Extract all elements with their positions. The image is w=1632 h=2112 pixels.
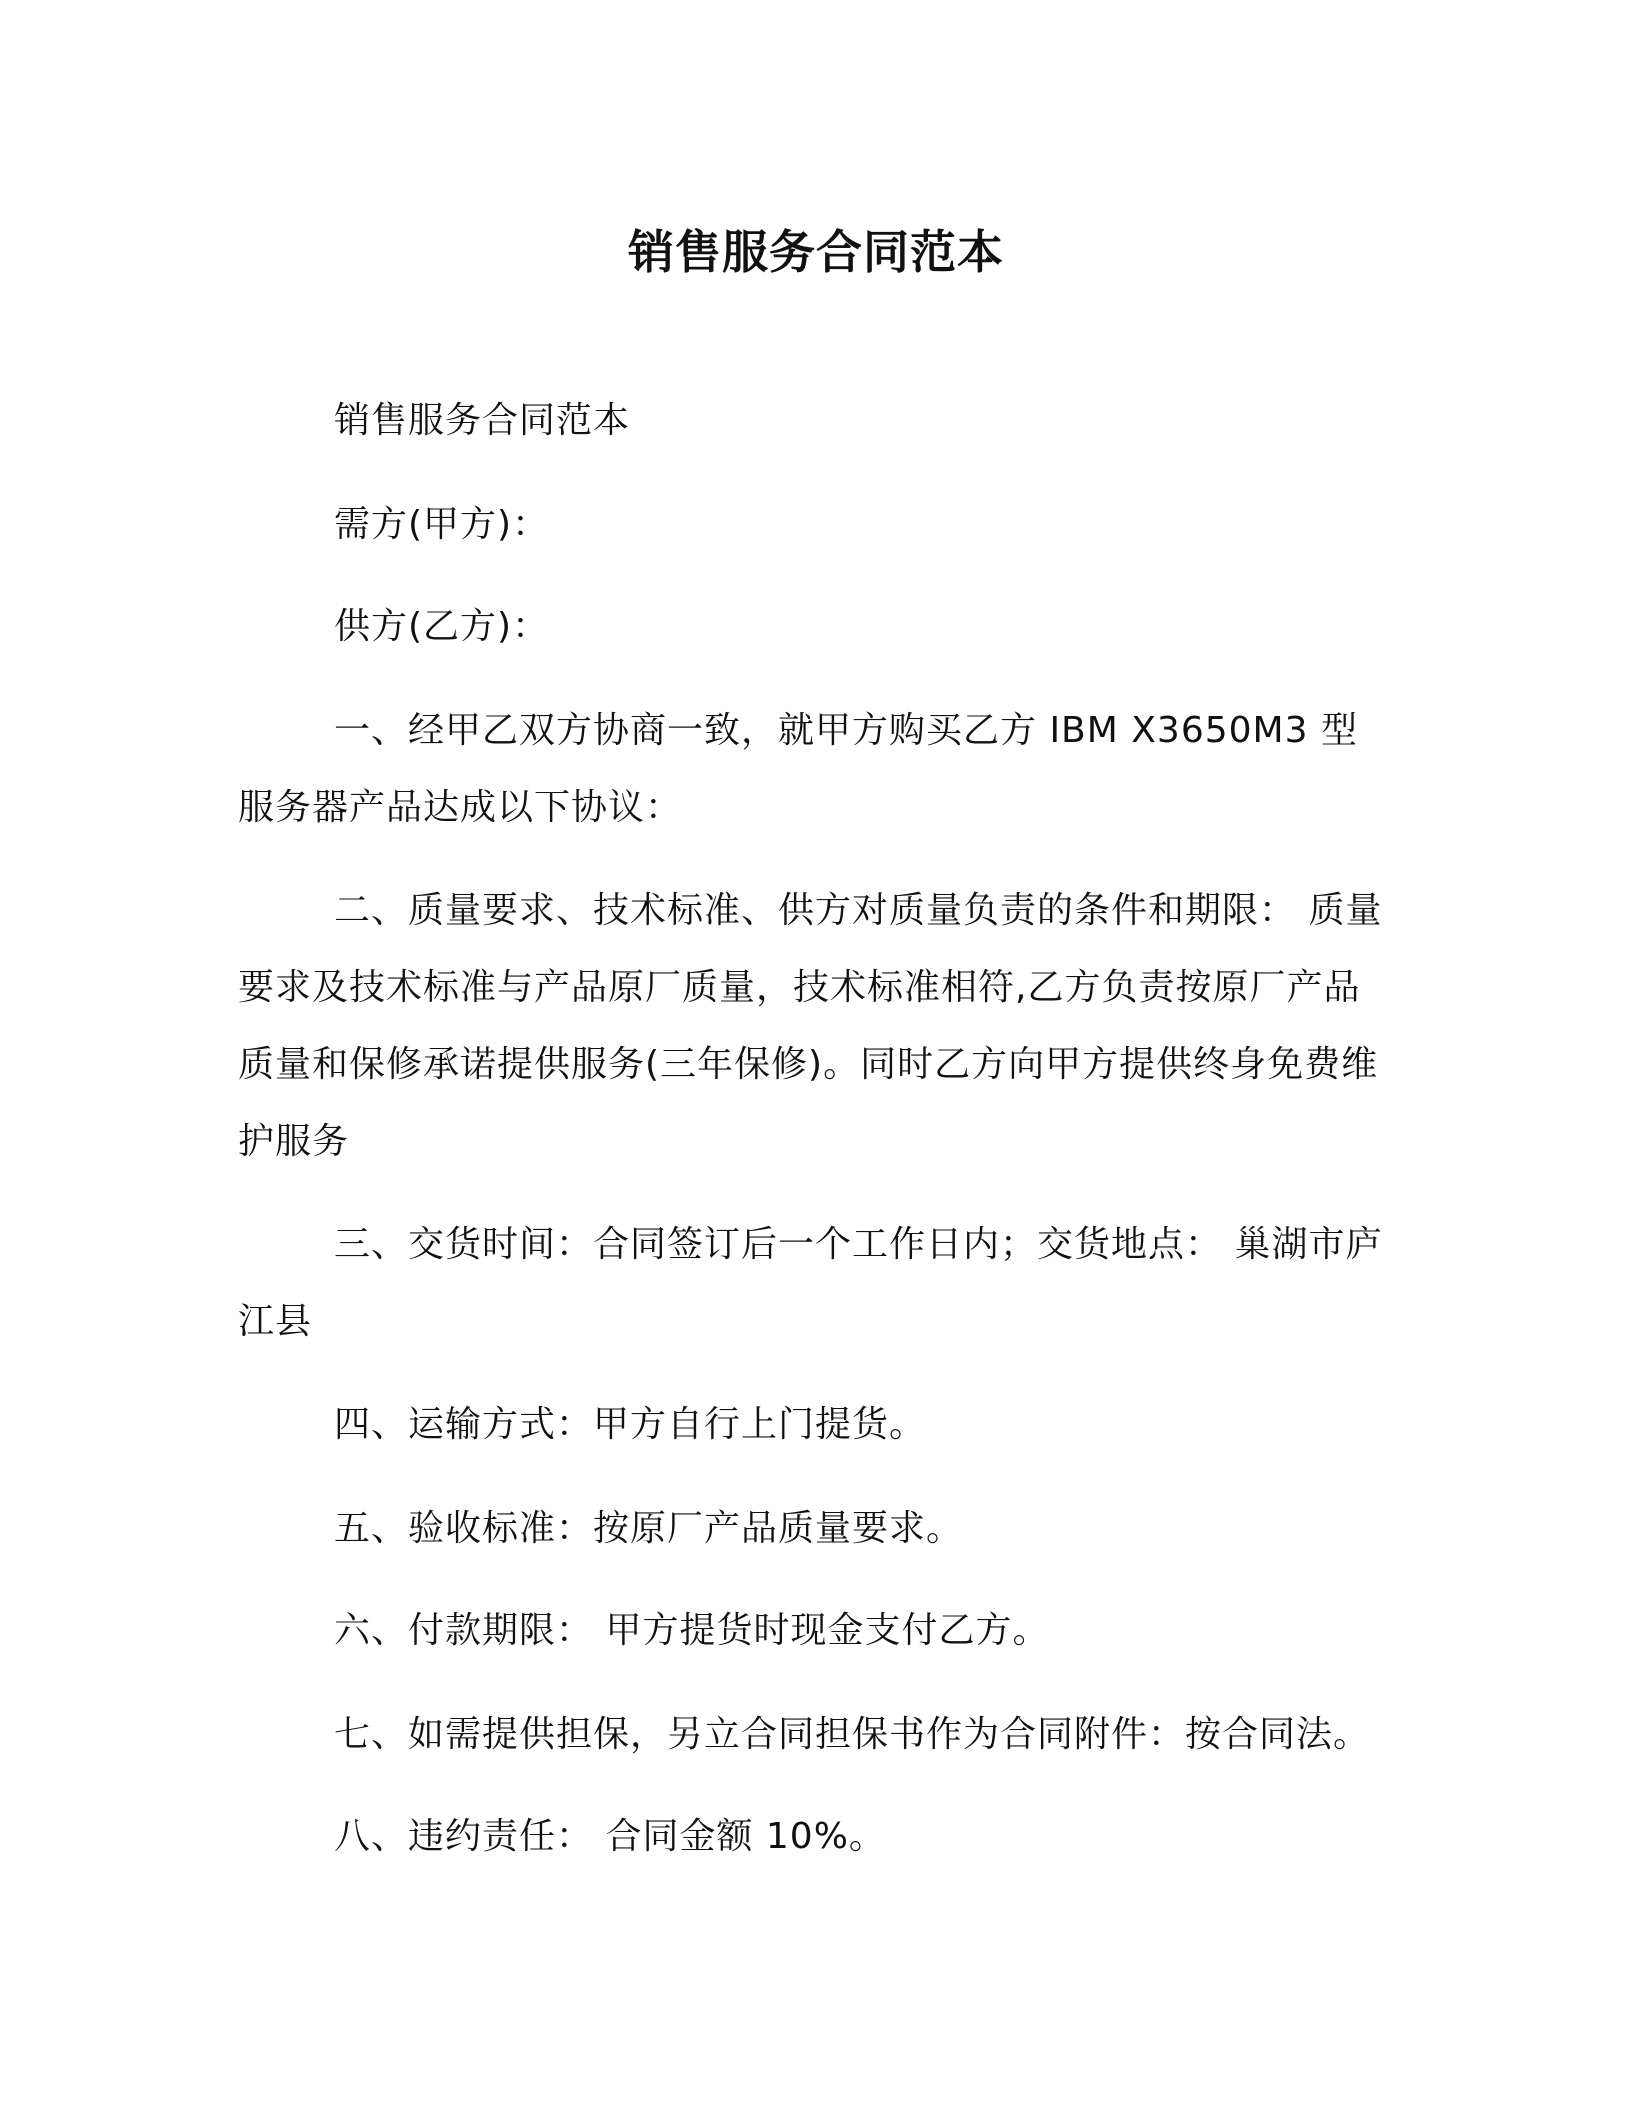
clause-8: 八、违约责任： 合同金额 10%。	[334, 1816, 886, 1857]
clause-4: 四、运输方式：甲方自行上门提货。	[334, 1404, 927, 1445]
clause-1: 一、经甲乙双方协商一致，就甲方购买乙方 IBM X3650M3 型服务器产品达成以下协议：	[238, 710, 1358, 828]
clause-5: 五、验收标准：按原厂产品质量要求。	[334, 1508, 964, 1549]
document-title: 销售服务合同范本	[628, 225, 1004, 279]
party-b-line: 供方(乙方)：	[334, 606, 550, 647]
document-subtitle: 销售服务合同范本	[334, 400, 631, 441]
clause-3: 三、交货时间：合同签订后一个工作日内；交货地点： 巢湖市庐江县	[238, 1224, 1383, 1342]
clause-7: 七、如需提供担保，另立合同担保书作为合同附件：按合同法。	[334, 1714, 1371, 1755]
clause-6: 六、付款期限： 甲方提货时现金支付乙方。	[334, 1610, 1050, 1651]
clause-2: 二、质量要求、技术标准、供方对质量负责的条件和期限： 质量要求及技术标准与产品原厂质量，技术标准相符,乙方负责按原厂产品质量和保修承诺提供服务(三年保修)。同时乙方向甲方提供终身免费维护服务	[238, 890, 1383, 1162]
party-a-line: 需方(甲方)：	[334, 504, 550, 545]
